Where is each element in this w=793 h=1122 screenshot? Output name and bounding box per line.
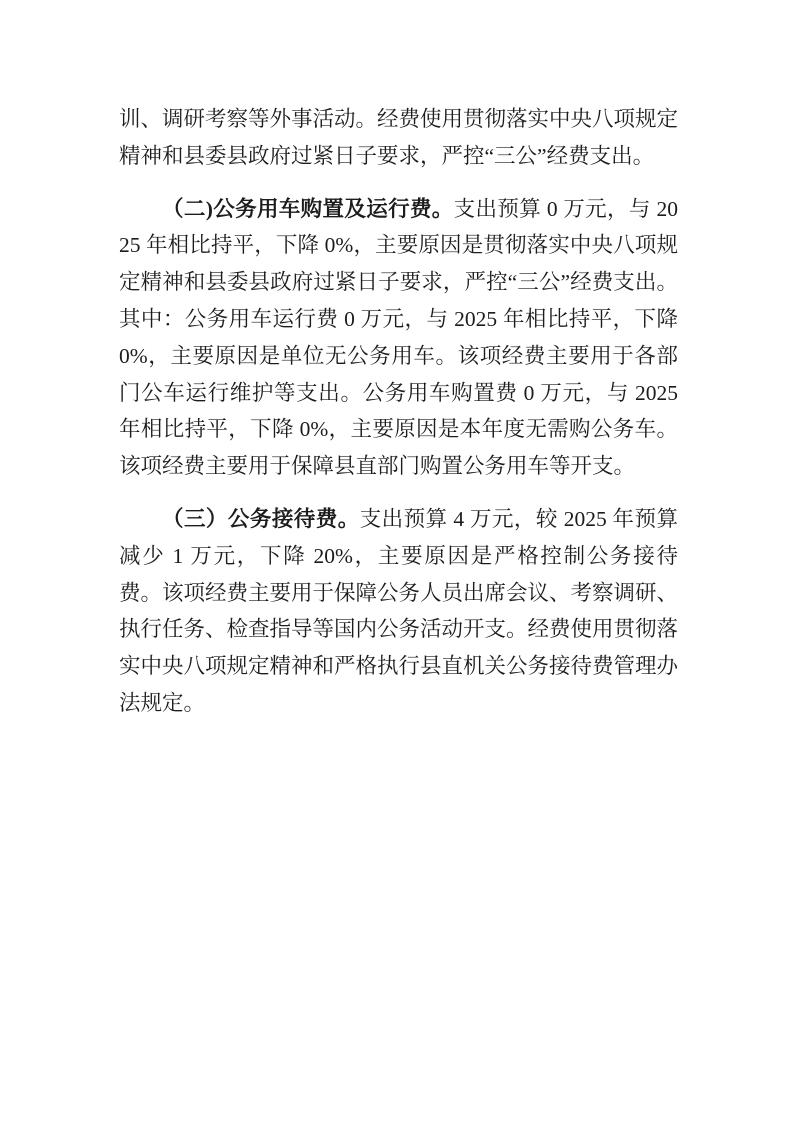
paragraph-heading: （二)公务用车购置及运行费。 — [162, 196, 454, 221]
paragraph-text: 支出预算 0 万元，与 2025 年相比持平，下降 0%，主要原因是贯彻落实中央八项规定精神和县委县政府过紧日子要求，严控“三公”经费支出。其中：公务用车运行费 0 万元，与 2025 年相比持平，下降 0%，主要原因是单位无公务用车。该项经费主要用于各部门公车运行维护等支出。公务用车购置费 0 万元，与 2025 年相比持平，下降 0%，主要原因是本年度无需购公务车。该项经费主要用于保障县直部门购置公务用车等开支。 — [119, 196, 678, 479]
paragraph-continuation — [119, 101, 678, 175]
document-body — [119, 101, 678, 738]
paragraph-text: 支出预算 4 万元，较 2025 年预算减少 1 万元，下降 20%，主要原因是严格控制公务接待费。该项经费主要用于保障公务人员出席会议、考察调研、执行任务、检查指导等国内公务活动开支。经费使用贯彻落实中央八项规定精神和严格执行县直机关公务接待费管理办法规定。 — [119, 506, 679, 715]
paragraph-heading: （三）公务接待费。 — [162, 506, 360, 531]
paragraph-vehicle-fees — [119, 191, 678, 485]
paragraph-text: 训、调研考察等外事活动。经费使用贯彻落实中央八项规定精神和县委县政府过紧日子要求，严控“三公”经费支出。 — [119, 107, 679, 168]
paragraph-reception-fees — [119, 501, 678, 722]
